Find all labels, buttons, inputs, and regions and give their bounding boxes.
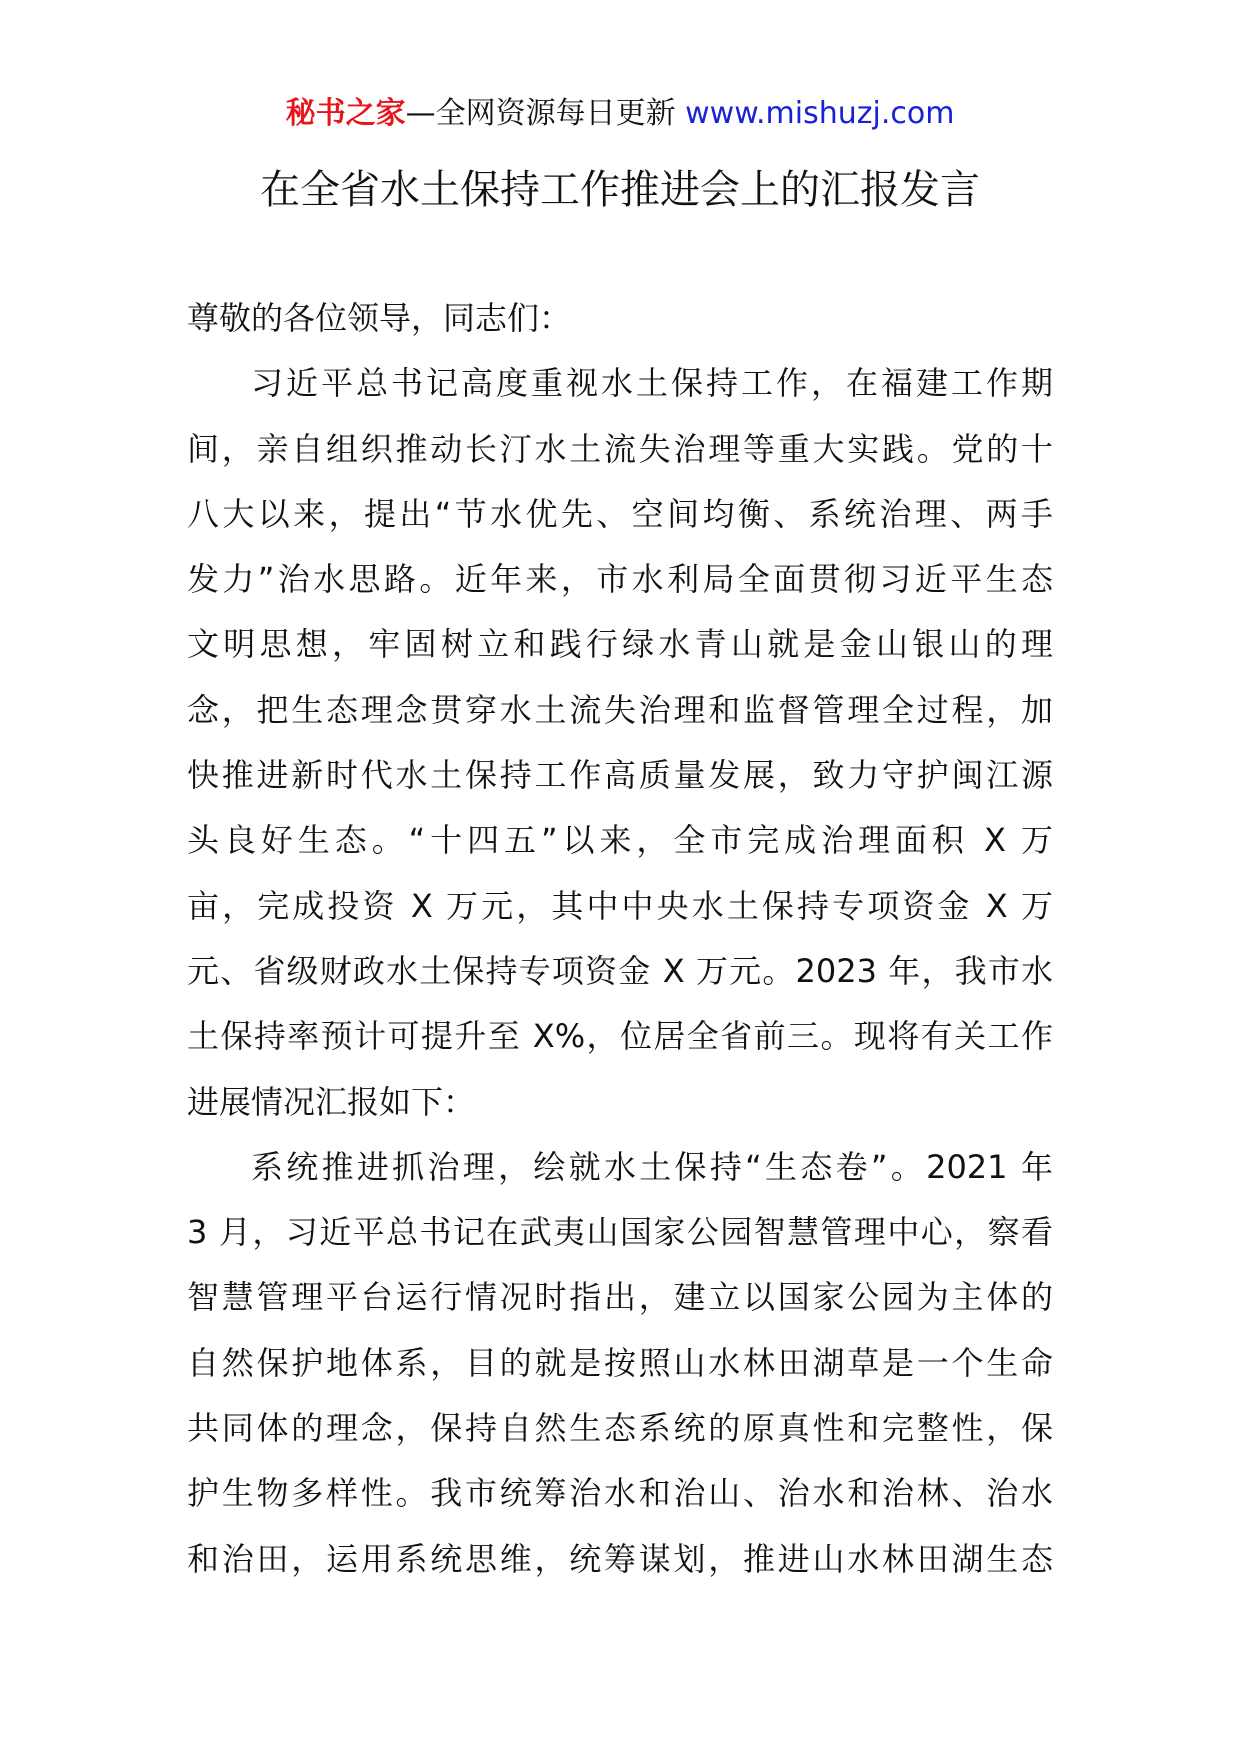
paragraph-line: 习近平总书记高度重视水土保持工作，在福建工作期 [251,364,1053,403]
paragraph-line: 间，亲自组织推动长汀水土流失治理等重大实践。党的十 [187,429,1053,468]
paragraph-2 [187,1135,1053,1592]
paragraph-line: 念，把生态理念贯穿水土流失治理和监督管理全过程，加 [187,690,1053,729]
paragraph-1 [187,351,1053,1135]
paragraph-line: 亩，完成投资 X 万元，其中中央水土保持专项资金 X 万 [187,886,1053,925]
paragraph-line: 系统推进抓治理，绘就水土保持“生态卷”。2021 年 [251,1147,1053,1186]
paragraph-line: 快推进新时代水土保持工作高质量发展，致力守护闽江源 [187,756,1053,795]
paragraph-line: 3 月，习近平总书记在武夷山国家公园智慧管理中心，察看 [187,1213,1053,1252]
document-body [187,286,1053,1592]
paragraph-line: 进展情况汇报如下： [187,1082,476,1121]
paragraph-line: 护生物多样性。我市统筹治水和治山、治水和治林、治水 [187,1474,1053,1513]
paragraph-line: 文明思想，牢固树立和践行绿水青山就是金山银山的理 [187,625,1053,664]
paragraph-line: 八大以来，提出“节水优先、空间均衡、系统治理、两手 [187,494,1053,533]
site-url-link[interactable]: www.mishuzj.com [685,96,955,131]
paragraph-line: 土保持率预计可提升至 X%，位居全省前三。现将有关工作 [187,1017,1053,1056]
paragraph-line: 共同体的理念，保持自然生态系统的原真性和完整性，保 [187,1409,1053,1448]
document-title: 在全省水土保持工作推进会上的汇报发言 [260,167,980,213]
paragraph-line: 元、省级财政水土保持专项资金 X 万元。2023 年，我市水 [187,951,1053,990]
paragraph-line: 和治田，运用系统思维，统筹谋划，推进山水林田湖生态 [187,1539,1053,1578]
header-tagline: —全网资源每日更新 [405,96,676,131]
brand-name: 秘书之家 [285,96,406,131]
paragraph-line: 自然保护地体系，目的就是按照山水林田湖草是一个生命 [187,1343,1053,1382]
paragraph-line: 发力”治水思路。近年来，市水利局全面贯彻习近平生态 [187,560,1053,599]
paragraph-line: 智慧管理平台运行情况时指出，建立以国家公园为主体的 [187,1278,1053,1317]
salutation: 尊敬的各位领导，同志们： [187,299,572,337]
paragraph-line: 头良好生态。“十四五”以来，全市完成治理面积 X 万 [187,821,1053,860]
site-header [0,92,1240,136]
